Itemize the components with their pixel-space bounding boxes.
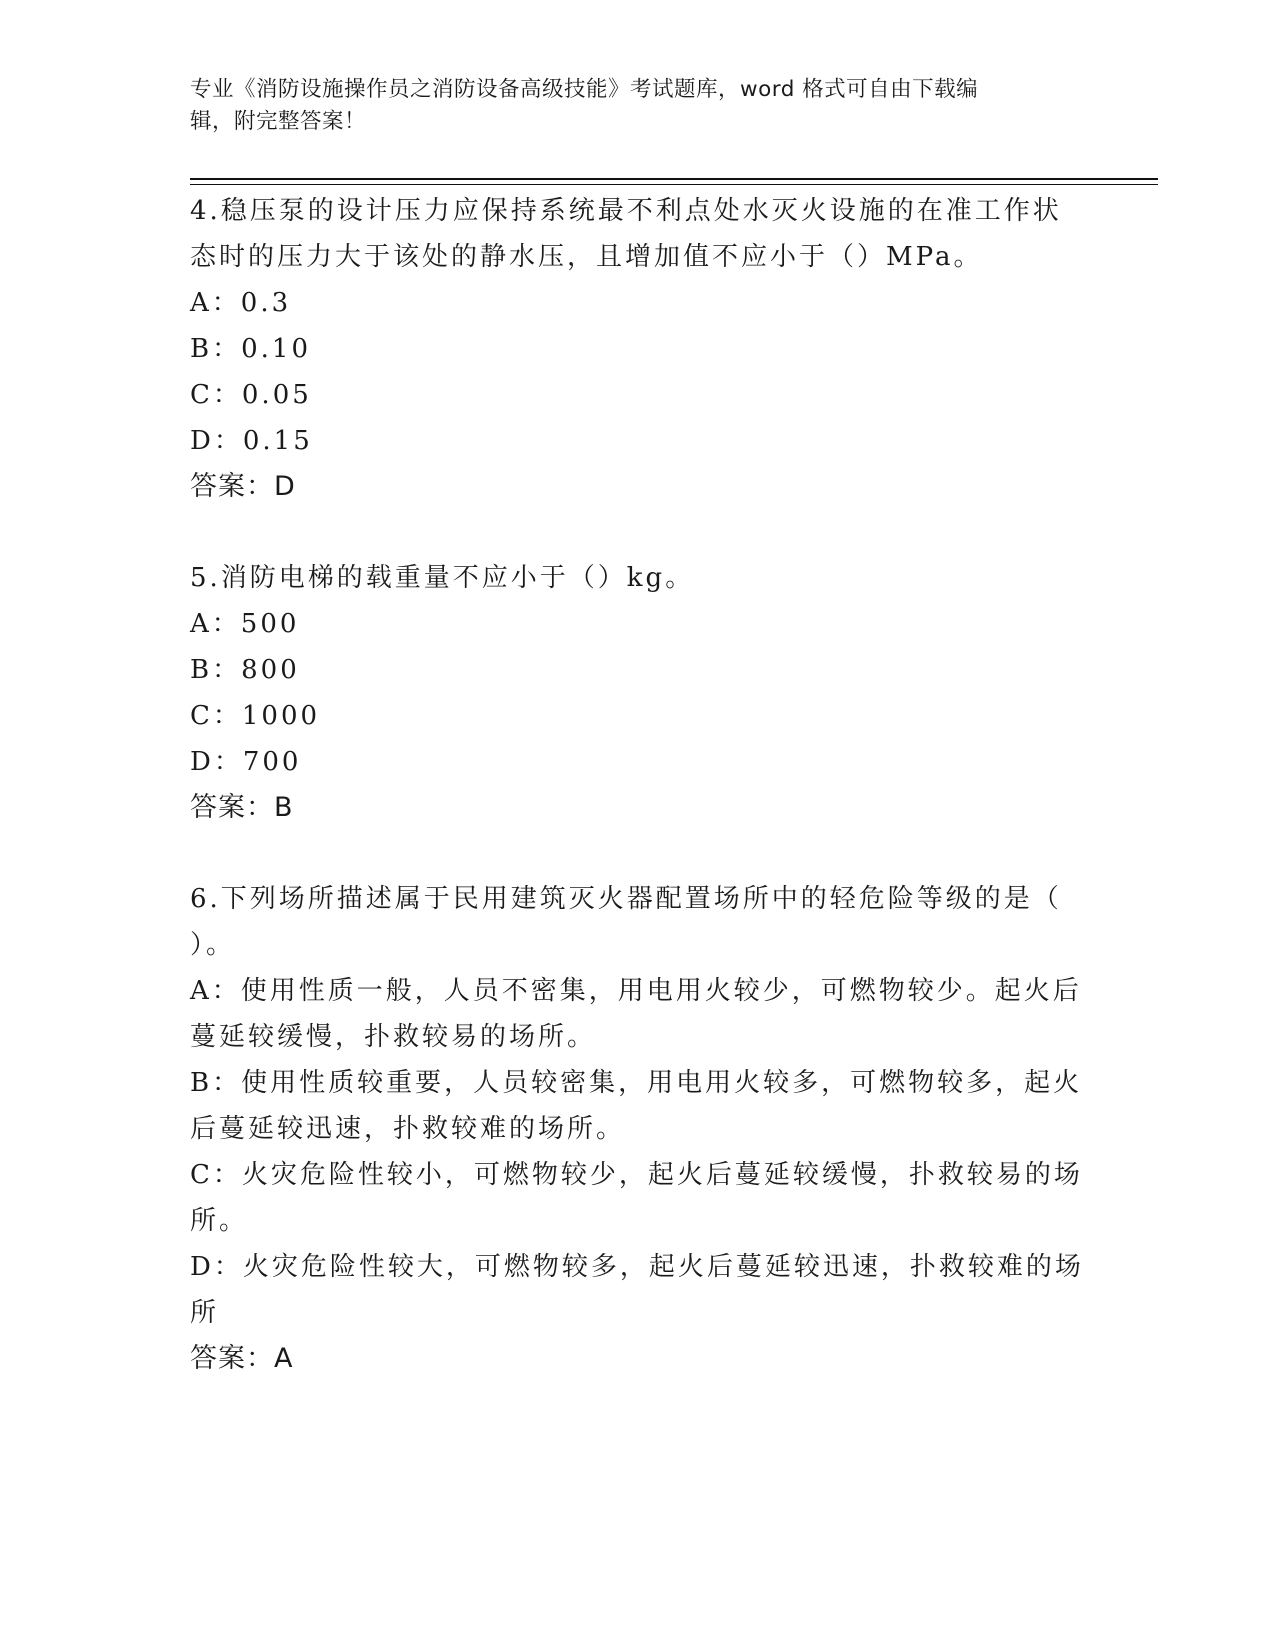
header-line-2: 辑，附完整答案！ [190, 109, 367, 134]
option-a-continued: 蔓延较缓慢，扑救较易的场所。 [190, 1022, 597, 1052]
option-c: C：0.05 [190, 380, 312, 410]
option-b-continued: 后蔓延较迅速，扑救较难的场所。 [190, 1114, 626, 1144]
option-d: D：0.15 [190, 426, 313, 456]
document-header [190, 74, 1090, 138]
option-a: A：0.3 [190, 288, 292, 318]
header-divider-thick [190, 178, 1158, 180]
option-d: D：火灾危险性较大，可燃物较多，起火后蔓延较迅速，扑救较难的场 [190, 1252, 1084, 1282]
answer-label: 答案：B [190, 792, 294, 823]
option-c: C：1000 [190, 701, 321, 731]
option-a: A：使用性质一般，人员不密集，用电用火较少，可燃物较少。起火后 [190, 976, 1082, 1006]
option-d: D：700 [190, 747, 302, 777]
question-4 [190, 188, 1090, 510]
answer-label: 答案：A [190, 1343, 294, 1374]
option-b: B：800 [190, 655, 300, 685]
question-stem-line: ）。 [190, 930, 236, 960]
option-d-continued: 所 [190, 1298, 220, 1328]
question-5 [190, 555, 1090, 831]
option-c: C：火灾危险性较小，可燃物较少，起火后蔓延较缓慢，扑救较易的场 [190, 1160, 1083, 1190]
question-stem-line: 4.稳压泵的设计压力应保持系统最不利点处水灭火设施的在准工作状 [190, 196, 1062, 226]
question-stem-line: 6.下列场所描述属于民用建筑灭火器配置场所中的轻危险等级的是（ [190, 884, 1062, 914]
question-6 [190, 876, 1090, 1382]
option-b: B：0.10 [190, 334, 311, 364]
question-stem-line: 5.消防电梯的载重量不应小于（）kg。 [190, 563, 695, 593]
answer-label: 答案：D [190, 471, 296, 502]
option-a: A：500 [190, 609, 300, 639]
header-line-1: 专业《消防设施操作员之消防设备高级技能》考试题库，word 格式可自由下载编 [190, 77, 979, 102]
question-stem-line: 态时的压力大于该处的静水压，且增加值不应小于（）MPa。 [190, 242, 983, 272]
option-b: B：使用性质较重要，人员较密集，用电用火较多，可燃物较多，起火 [190, 1068, 1083, 1098]
header-divider-thin [190, 184, 1158, 185]
option-c-continued: 所。 [190, 1206, 249, 1236]
